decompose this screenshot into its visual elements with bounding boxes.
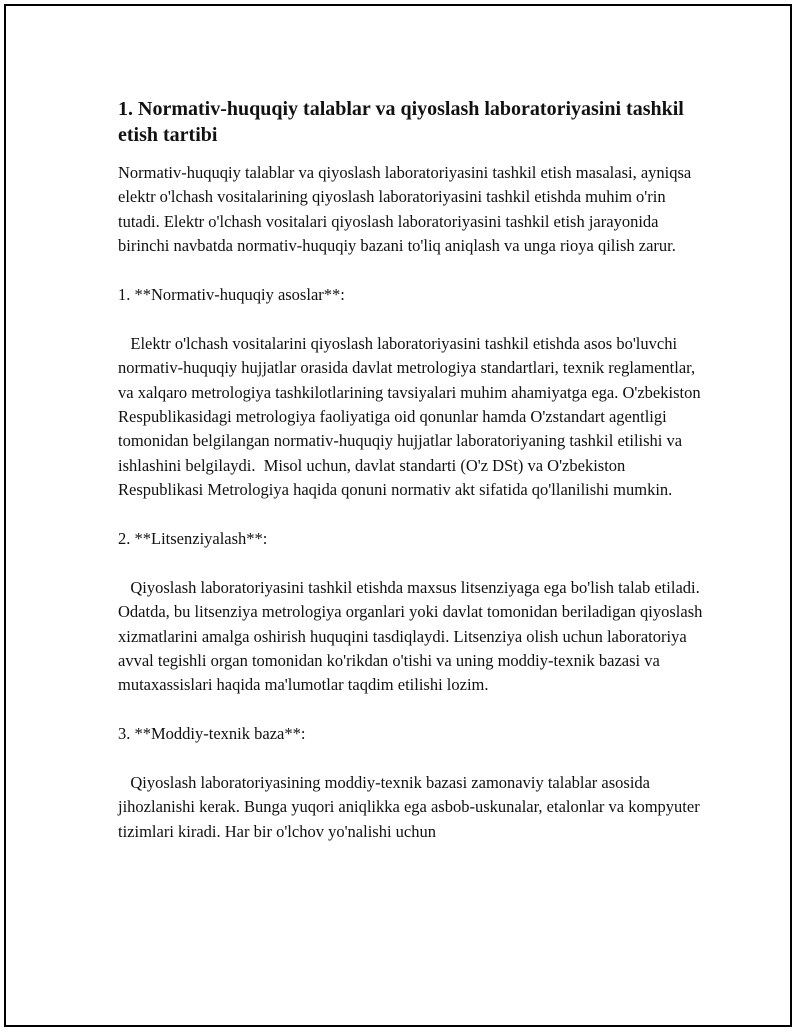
intro-paragraph: Normativ-huquqiy talablar va qiyoslash laboratoriyasini tashkil etish masalasi, ayniqsa elektr o'lchash vositalarining qiyoslash laboratoriyasini tashkil etishda muhim o'rin tutadi. Elektr o'lchash vositalari qiyoslash laboratoriyasini tashkil etish jarayonida birinchi navbatda normativ-huquqiy bazani to'liq aniqlash va unga rioya qilish zarur. bbox=[118, 163, 692, 256]
section-heading-normative: 1. **Normativ-huquqiy asoslar**: bbox=[118, 285, 345, 305]
section-heading-licensing: 2. **Litsenziyalash**: bbox=[118, 529, 268, 549]
section-body-licensing: Qiyoslash laboratoriyasini tashkil etishda maxsus litsenziyaga ega bo'lish talab etiladi. Odatda, bu litsenziya metrologiya organlari yoki davlat tomonidan beriladigan qiyoslash xizmatlarini amalga oshirish huquqini tasdiqlaydi. Litsenziya olish uchun laboratoriya avval tegishli organ tomonidan ko'rikdan o'tishi va uning moddiy-texnik bazasi va mutaxassislari haqida ma'lumotlar taqdim etilishi lozim. bbox=[118, 577, 707, 695]
section-heading-material-base: 3. **Moddiy-texnik baza**: bbox=[118, 724, 306, 744]
document-body bbox=[118, 96, 708, 869]
section-body-material-base: Qiyoslash laboratoriyasining moddiy-texnik bazasi zamonaviy talablar asosida jihozlanishi kerak. Bunga yuqori aniqlikka ega asbob-uskunalar, etalonlar va kompyuter tizimlari kiradi. Har bir o'lchov yo'nalishi uchun bbox=[118, 773, 704, 841]
section-body-normative: Elektr o'lchash vositalarini qiyoslash laboratoriyasini tashkil etishda asos bo'luvchi normativ-huquqiy hujjatlar orasida davlat metrologiya standartlari, texnik reglamentlar, va xalqaro metrologiya tashkilotlarining tavsiyalari muhim ahamiyatga ega. O'zbekiston Respublikasidagi metrologiya faoliyatiga oid qonunlar hamda O'zstandart agentligi tomonidan belgilangan normativ-huquqiy hujjatlar laboratoriyaning tashkil etilishi va ishlashini belgilaydi. Misol uchun, davlat standarti (O'z DSt) va O'zbekiston Respublikasi Metrologiya haqida qonuni normativ akt sifatida qo'llanilishi mumkin. bbox=[118, 333, 705, 500]
document-title: 1. Normativ-huquqiy talablar va qiyoslash laboratoriyasini tashkil etish tartibi bbox=[118, 98, 684, 146]
